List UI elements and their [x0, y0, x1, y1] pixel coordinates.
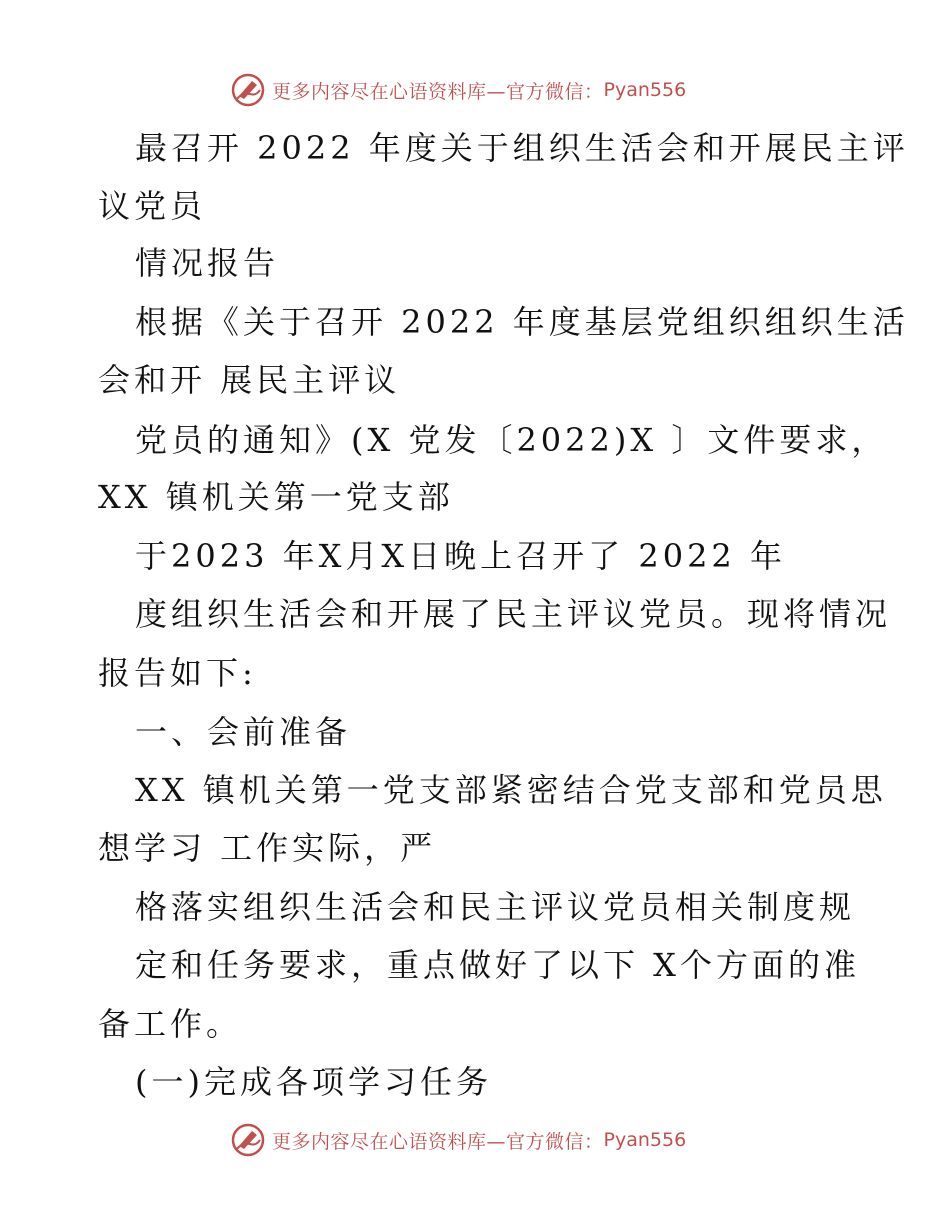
text-line: XX 镇机关第一党支部紧密结合党支部和党员思 [135, 771, 887, 809]
subsection-heading: (一)完成各项学习任务 [135, 1063, 492, 1101]
text-line: 情况报告 [135, 244, 280, 282]
seal-logo-icon [230, 1122, 266, 1158]
text-line: 会和开 展民主评议 [98, 361, 401, 399]
footer-watermark [230, 1120, 686, 1160]
text-line: 想学习 工作实际，严 [98, 829, 437, 867]
text-line: 定和任务要求，重点做好了以下 X个方面的准 [135, 946, 860, 984]
text-line: 于2023 年X月X日晚上召开了 2022 年 [135, 537, 786, 575]
section-heading: 一、会前准备 [135, 713, 352, 751]
watermark-wechat-id: Pyan556 [603, 1129, 687, 1151]
text-line: 备工作。 [98, 1005, 243, 1043]
text-line: 党员的通知》(X 党发〔2022)X 〕文件要求， [135, 421, 888, 459]
text-line: 度组织生活会和开展了民主评议党员。现将情况 [135, 595, 892, 633]
text-line: 报告如下: [98, 654, 257, 692]
watermark-text: 更多内容尽在心语资料库—官方微信： [272, 1130, 604, 1153]
text-line: 最召开 2022 年度关于组织生活会和开展民主评 [135, 129, 909, 167]
text-line: 格落实组织生活会和民主评议党员相关制度规 [135, 888, 856, 926]
watermark-text: 更多内容尽在心语资料库—官方微信： [272, 80, 604, 103]
text-line: 根据《关于召开 2022 年度基层党组织组织生活 [135, 303, 909, 341]
watermark-wechat-id: Pyan556 [603, 79, 687, 101]
text-line: XX 镇机关第一党支部 [98, 478, 454, 516]
text-line: 议党员 [98, 187, 207, 225]
